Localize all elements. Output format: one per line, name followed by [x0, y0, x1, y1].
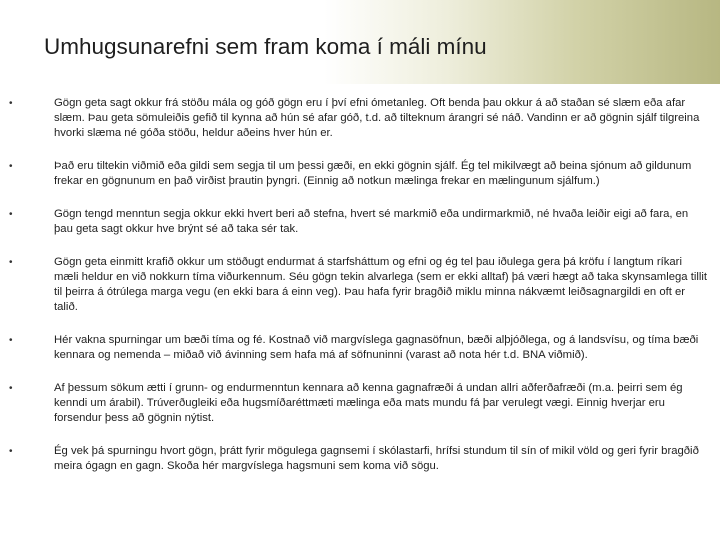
- bullet-list: [0, 96, 720, 492]
- bullet-text: Gögn geta sagt okkur frá stöðu mála og góð gögn eru í því efni ómetanleg. Oft benda þau okkur á að staðan sé slæm eða afar slæm. Þau geta sömuleiðis gefið til kynna að hún sé afar góð, t.d. að tilteknum árangri sé náð. Vandinn er að gögnin sjálf tilgreina hvorki slæma né góða stöðu, heldur aðeins hver hún er.: [54, 97, 700, 139]
- bullet-item: [0, 381, 720, 426]
- bullet-item: [0, 333, 720, 363]
- bullet-text: Það eru tiltekin viðmið eða gildi sem segja til um þessi gæði, en ekki gögnin sjálf. Ég tel mikilvægt að beina sjónum að gildunum frekar en gögnunum en það virðist þrautin þyngri. (Einnig að notkun mælinga frekar en mælingunum sjálfum.): [54, 160, 692, 187]
- slide-title: Umhugsunarefni sem fram koma í máli mínu: [44, 34, 487, 59]
- bullet-text: Gögn geta einmitt krafið okkur um stöðugt endurmat á starfsháttum og efni og ég tel þau iðulega gera þá kröfu í langtum ríkari mæli heldur en við nokkurn tíma viðurkennum. Séu gögn tekin alvarlega (sem er ekki alltaf) þá væri hægt að taka skynsamlega tillit til þeirra á ótrúlega marga vegu (en ekki bara á einn veg). Þau hafa fyrir bragðið miklu minna nákvæmt leiðsagnargildi en oft er talið.: [54, 256, 708, 313]
- bullet-marker: •: [9, 335, 13, 346]
- bullet-marker: •: [9, 209, 13, 220]
- bullet-marker: •: [9, 446, 13, 457]
- bullet-marker: •: [9, 257, 13, 268]
- bullet-text: Af þessum sökum ætti í grunn- og endurmenntun kennara að kenna gagnafræði á undan allri aðferðafræði (m.a. þeirri sem ég kenndi um árabil). Trúverðugleiki eða hugsmíðaréttmæti mælinga eða mats mundu fá þar verulegt vægi. Einnig hverjar eru forsendur þess að gögnin nýtist.: [54, 382, 683, 424]
- bullet-marker: •: [9, 98, 13, 109]
- bullet-marker: •: [9, 161, 13, 172]
- bullet-item: [0, 207, 720, 237]
- bullet-item: [0, 159, 720, 189]
- bullet-text: Gögn tengd menntun segja okkur ekki hvert beri að stefna, hvert sé markmið eða undirmarkmið, né hvaða leiðir eigi að fara, en þau geta sagt okkur hve brýnt sé að taka sér tak.: [54, 208, 689, 235]
- bullet-text: Hér vakna spurningar um bæði tíma og fé. Kostnað við margvíslega gagnasöfnun, bæði alþjóðlega, og á landsvísu, og tíma bæði kennara og nemenda – miðað við ávinning sem hafa má af söfnuninni (varast að nota hér t.d. BNA viðmið).: [54, 334, 699, 361]
- bullet-item: [0, 96, 720, 141]
- bullet-marker: •: [9, 383, 13, 394]
- bullet-item: [0, 255, 720, 315]
- bullet-item: [0, 444, 720, 474]
- bullet-text: Ég vek þá spurningu hvort gögn, þrátt fyrir mögulega gagnsemi í skólastarfi, hrífsi stundum til sín of mikil völd og geri fyrir bragðið meira ógagn en gagn. Skoða hér margvíslega hagsmuni sem koma við sögu.: [54, 445, 699, 472]
